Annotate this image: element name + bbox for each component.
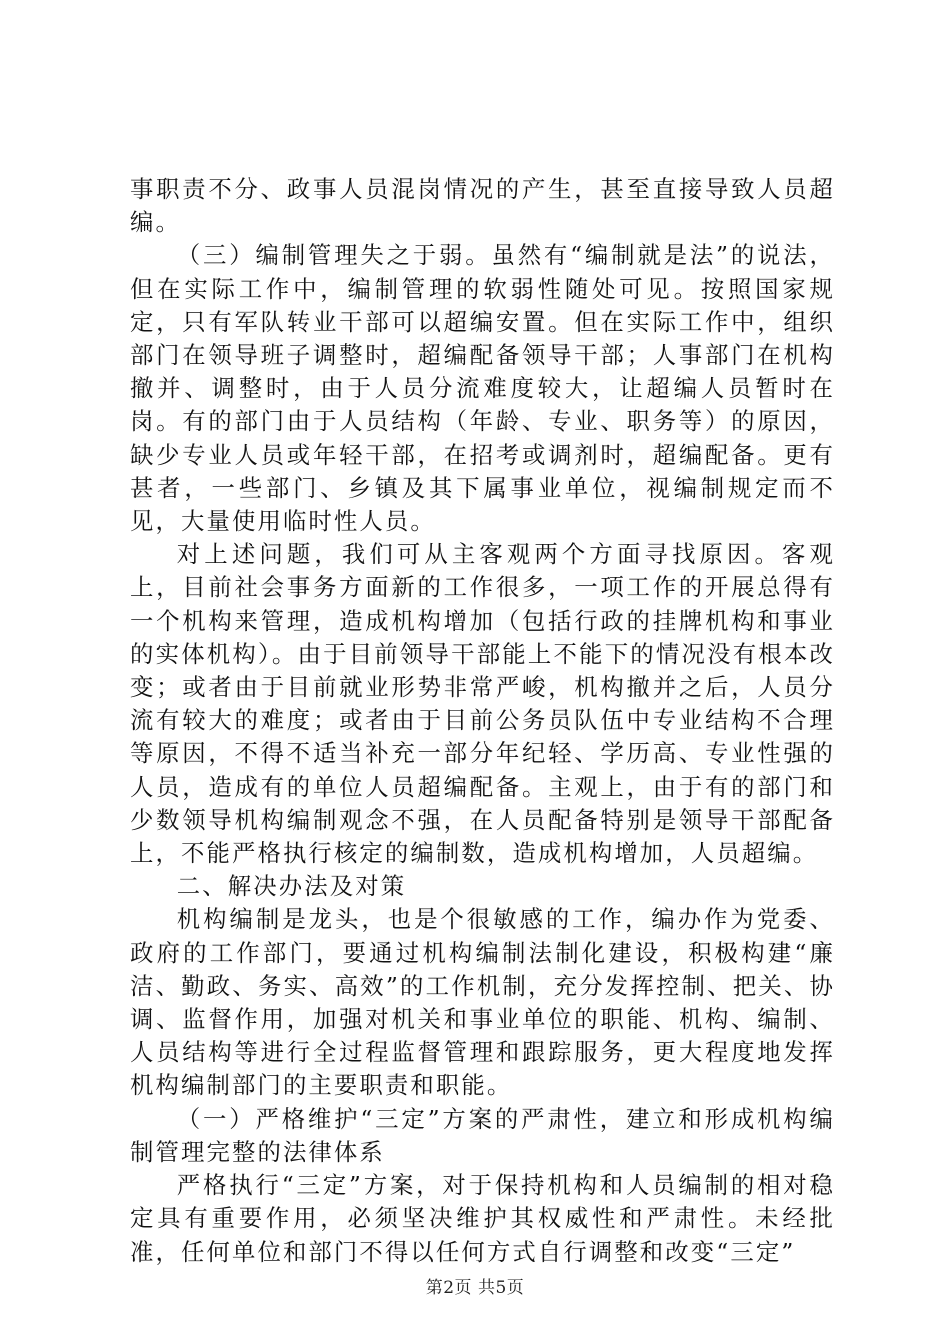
page-number-footer: 第2页 共5页 xyxy=(425,1278,525,1298)
paragraph-3: 对上述问题，我们可从主客观两个方面寻找原因。客观上，目前社会事务方面新的工作很多，一项工作的开展总得有一个机构来管理，造成机构增加（包括行政的挂牌机构和事业的实体机构）。由于目前领导干部能上不能下的情况没有根本改变；或者由于目前就业形势非常严峻，机构撤并之后，人员分流有较大的难度；或者由于目前公务员队伍中专业结构不合理等原因，不得不适当补充一部分年纪轻、学历高、专业性强的人员，造成有的单位人员超编配备。主观上，由于有的部门和少数领导机构编制观念不强，在人员配备特别是领导干部配备上，不能严格执行核定的编制数，造成机构增加，人员超编。 xyxy=(130,540,835,868)
subsection-heading: （一）严格维护“三定”方案的严肃性，建立和形成机构编制管理完整的法律体系 xyxy=(130,1104,835,1166)
paragraph-5: 严格执行“三定”方案，对于保持机构和人员编制的相对稳定具有重要作用，必须坚决维护其权威性和严肃性。未经批准，任何单位和部门不得以任何方式自行调整和改变“三定” xyxy=(130,1171,835,1266)
paragraph-4: 机构编制是龙头，也是个很敏感的工作，编办作为党委、政府的工作部门，要通过机构编制法制化建设，积极构建“廉洁、勤政、务实、高效”的工作机制，充分发挥控制、把关、协调、监督作用，加强对机关和事业单位的职能、机构、编制、人员结构等进行全过程监督管理和跟踪服务，更大程度地发挥机构编制部门的主要职责和职能。 xyxy=(130,905,835,1100)
body-text xyxy=(130,173,835,1269)
paragraph-1: 事职责不分、政事人员混岗情况的产生，甚至直接导致人员超编。 xyxy=(130,175,835,237)
paragraph-2: （三）编制管理失之于弱。虽然有“编制就是法”的说法，但在实际工作中，编制管理的软弱性随处可见。按照国家规定，只有军队转业干部可以超编安置。但在实际工作中，组织部门在领导班子调整时，超编配备领导干部；人事部门在机构撤并、调整时，由于人员分流难度较大，让超编人员暂时在岗。有的部门由于人员结构（年龄、专业、职务等）的原因，缺少专业人员或年轻干部，在招考或调剂时，超编配备。更有甚者，一些部门、乡镇及其下属事业单位，视编制规定而不见，大量使用临时性人员。 xyxy=(130,241,835,536)
section-heading: 二、解决办法及对策 xyxy=(176,872,407,901)
